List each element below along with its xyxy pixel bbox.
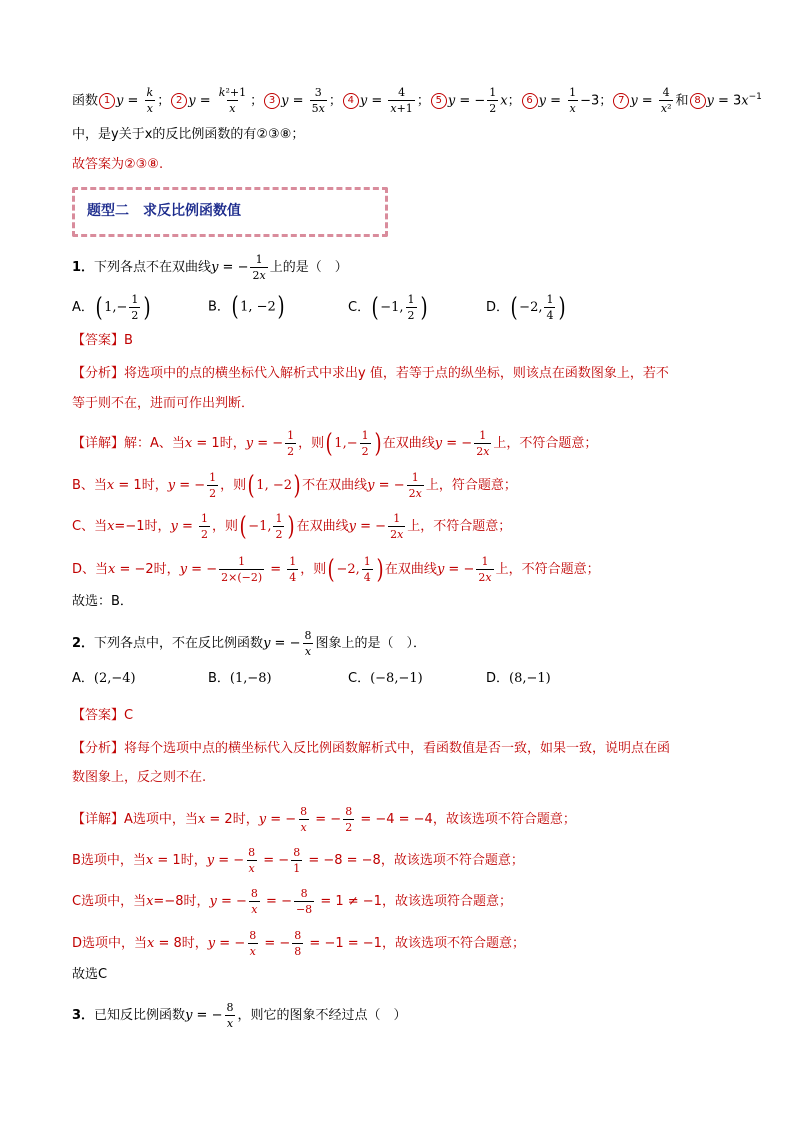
functions-list-line: 函数 1 y = $\frac{k}{x}$ ； 2 y = $\frac{\text{k²+1}}{x}$ ； 3 y = $\frac{3}{5x}$ ； 4 y = $\frac{4}{x+1}$ ； 5 y = − $\frac{1}{2}$ x； 6 y = $\frac{1}{x}$ −3； 7 y = $\frac{4}{\text{x²}}$ 和 8 $y = 3x^{-1}$ [72,86,762,116]
q2-answer: 【答案】C [72,708,134,723]
q3-stem: 3．已知反比例函数y = − $\frac{8}{x}$ ，则它的图象不经过点（ ） [72,1001,407,1030]
q1-analysis-l2: 等于则不在，进而可作出判断． [72,396,255,411]
q2-detail-d: D选项中，当x = 8时，y = − $\frac{8}{x}$ = − $\frac{8}{8}$ = −1 = −1，故该选项不符合题意； [72,929,525,958]
q2-analysis-l2: 数图象上，反之则不在. [72,770,207,785]
q2-analysis-l1: 【分析】将每个选项中点的横坐标代入反比例函数解析式中，看函数值是否一致，如果一致，说明点在函 [72,741,671,756]
q2-conclusion: 故选C [72,967,108,982]
q1-analysis-l1: 【分析】将选项中的点的横坐标代入解析式中求出y 值，若等于点的纵坐标，则该点在函数图象上，若不 [72,366,669,381]
q1-choice-d[interactable]: D．( −2, $\frac{1}{4}$ ) [486,292,567,323]
q2-choice-c[interactable]: C．(−8,−1) [348,671,423,686]
q2-choice-b[interactable]: B．(1,−8) [208,671,272,686]
q2-stem: 2．下列各点中，不在反比例函数y = − $\frac{8}{x}$ 图象上的是（ ）． [72,629,426,658]
q2-choice-d[interactable]: D．(8,−1) [486,671,551,686]
q1-detail-c: C、当x=−1时，y = $\frac{1}{2}$ ，则( −1, $\frac{1}{2}$ ) 在双曲线y = − $\frac{1}{2x}$ 上，不符合题意； [72,511,512,542]
q1-choice-a[interactable]: A．( 1,− $\frac{1}{2}$ ) [72,292,151,323]
q1-detail-a: 【详解】解：A、当x = 1时，y = − $\frac{1}{2}$ ，则( 1,− $\frac{1}{2}$ ) 在双曲线y = − $\frac{1}{2x}$ 上，不符合题意； [72,428,598,459]
q2-choice-a[interactable]: A．(2,−4) [72,671,136,686]
section-title: 题型二 求反比例函数值 [87,203,241,219]
answer-conclusion: 故答案为②③⑧. [72,157,164,172]
q2-detail-c: C选项中，当x=−8时，y = − $\frac{8}{x}$ = − $\frac{8}{-8}$ = 1 ≠ −1，故该选项符合题意； [72,887,512,916]
q2-detail-a: 【详解】A选项中，当x = 2时，y = − $\frac{8}{x}$ = − $\frac{8}{2}$ = −4 = −4，故该选项不符合题意； [72,805,576,834]
q1-stem: 1．下列各点不在双曲线y = − $\frac{1}{2x}$ 上的是（ ） [72,253,348,282]
q1-detail-b: B、当x = 1时，y = − $\frac{1}{2}$ ，则( 1, −2) 不在双曲线y = − $\frac{1}{2x}$ 上，符合题意； [72,470,517,501]
q1-conclusion: 故选：B． [72,594,133,609]
q2-detail-b: B选项中，当x = 1时，y = − $\frac{8}{x}$ = − $\frac{8}{1}$ = −8 = −8，故该选项不符合题意； [72,846,524,875]
q1-choice-c[interactable]: C．( −1, $\frac{1}{2}$ ) [348,292,428,323]
section-header [72,187,388,237]
q1-detail-d: D、当x = −2时，y = − $\frac{1}{2\times(-2)}$ = $\frac{1}{4}$ ，则( −2, $\frac{1}{4}$ ) 在双曲线y = − $\frac{1}{2x}$ 上，不符合题意； [72,554,600,585]
answer-line: 中，是y关于x的反比例函数的有②③⑧； [72,127,305,142]
q1-answer: 【答案】B [72,333,133,348]
q1-choice-b[interactable]: B．( 1, −2) [208,292,285,322]
